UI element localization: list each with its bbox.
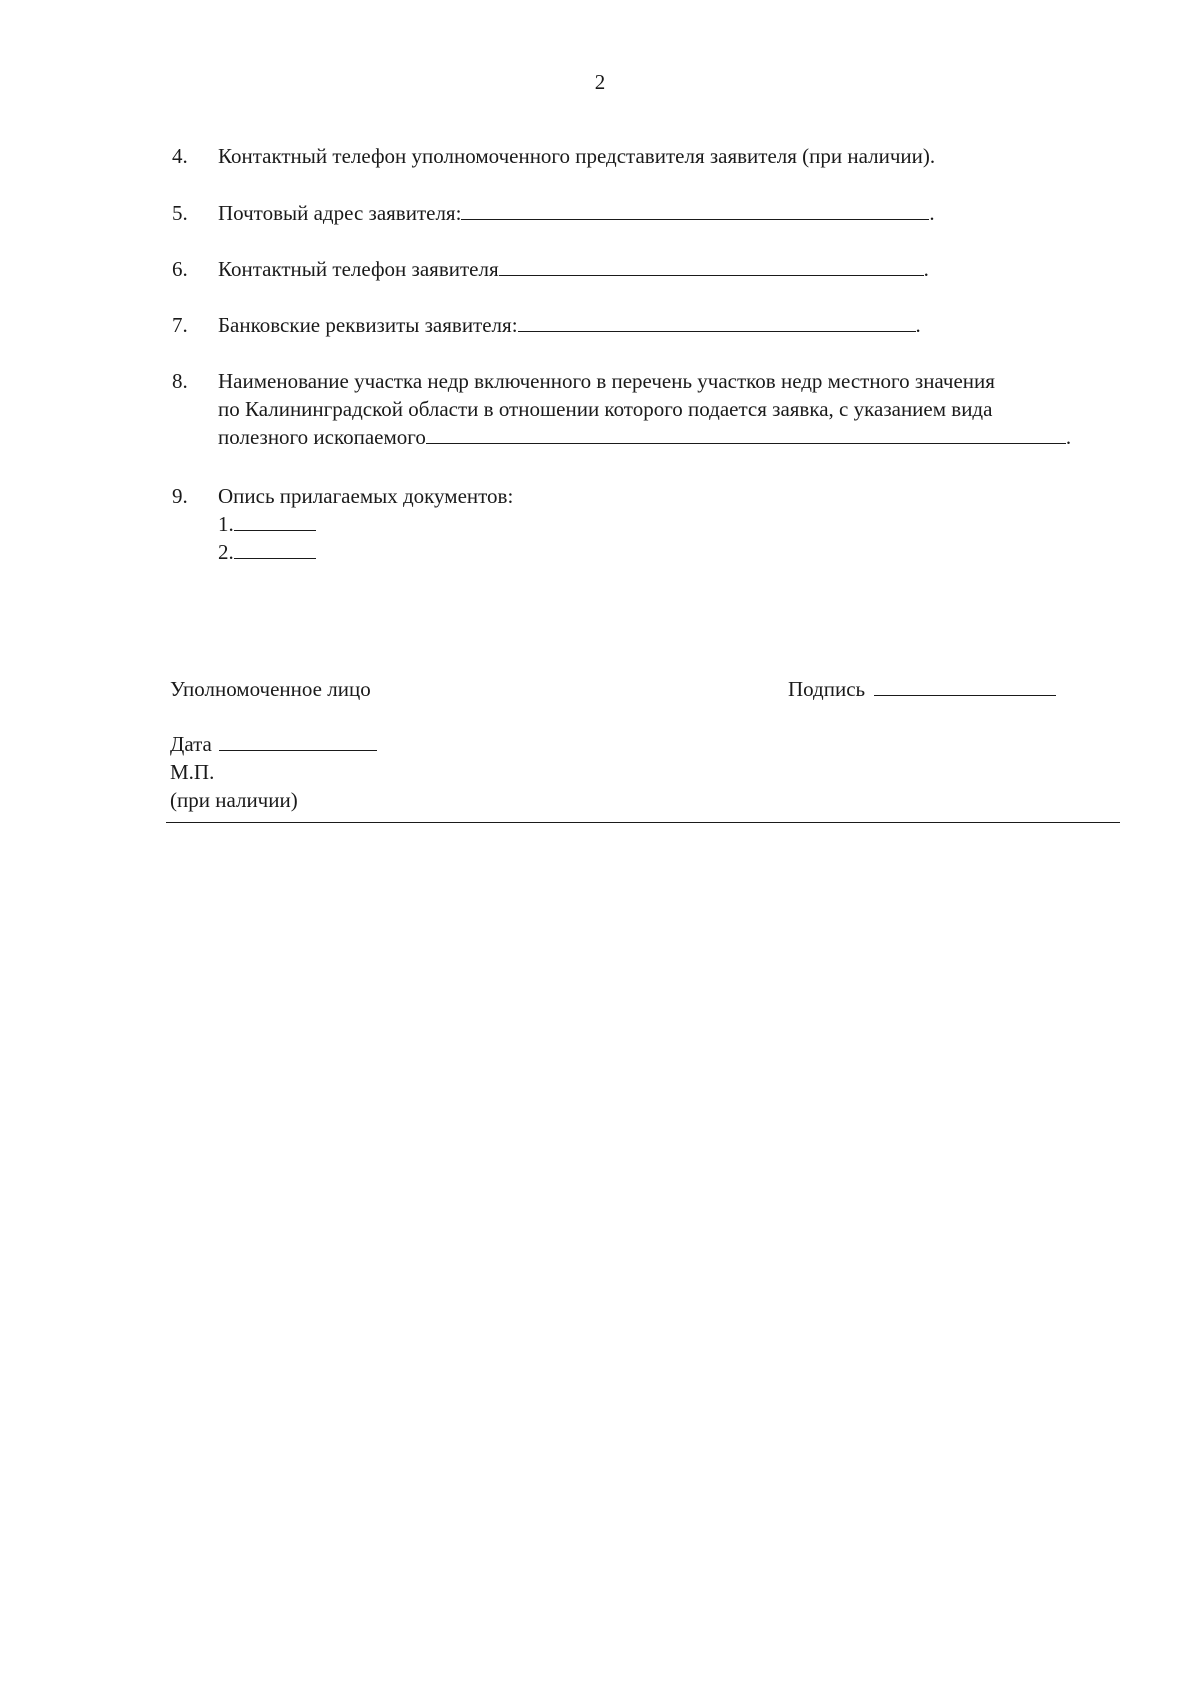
postal-address-blank[interactable] bbox=[461, 199, 929, 220]
item-number: 6. bbox=[172, 257, 188, 281]
list-item-9 bbox=[172, 482, 1132, 566]
documents-sublist bbox=[218, 510, 1132, 566]
contact-phone-label: Контактный телефон заявителя bbox=[218, 257, 499, 281]
subsoil-site-blank[interactable] bbox=[426, 423, 1066, 444]
date-label: Дата bbox=[170, 732, 212, 756]
list-item-5 bbox=[172, 199, 1132, 227]
postal-address-label: Почтовый адрес заявителя: bbox=[218, 201, 462, 225]
line-end: . bbox=[1065, 425, 1072, 449]
item-number: 7. bbox=[172, 313, 188, 337]
list-item-6 bbox=[172, 255, 1132, 283]
date-stamp-block bbox=[170, 730, 377, 814]
bank-details-blank[interactable] bbox=[518, 311, 916, 332]
subsoil-site-text-line-2: по Калининградской области в отношении которого подается заявка, с указанием вида bbox=[218, 397, 993, 421]
contact-phone-blank[interactable] bbox=[499, 255, 924, 276]
document-entry-2: 2. bbox=[218, 538, 1132, 566]
line-end: . bbox=[923, 257, 929, 281]
stamp-label: М.П. bbox=[170, 760, 215, 784]
subsoil-site-text-line-3: полезного ископаемого bbox=[218, 425, 426, 449]
authorized-person-label: Уполномоченное лицо bbox=[170, 677, 371, 701]
line-end: . bbox=[915, 313, 921, 337]
document-entry-2-blank[interactable] bbox=[234, 538, 316, 559]
line-end: . bbox=[929, 201, 935, 225]
stamp-note: (при наличии) bbox=[170, 788, 298, 812]
item-text: Контактный телефон уполномоченного представителя заявителя (при наличии). bbox=[218, 144, 936, 168]
documents-list-label: Опись прилагаемых документов: bbox=[218, 484, 514, 508]
signature-field bbox=[788, 675, 1056, 703]
item-number: 8. bbox=[172, 369, 188, 393]
list-item-4 bbox=[172, 142, 1132, 170]
document-entry-1-blank[interactable] bbox=[234, 510, 316, 531]
page-number: 2 bbox=[594, 70, 606, 94]
document-entry-1: 1. bbox=[218, 510, 1132, 538]
item-number: 9. bbox=[172, 484, 188, 508]
bank-details-label: Банковские реквизиты заявителя: bbox=[218, 313, 518, 337]
subsoil-site-text-line-1: Наименование участка недр включенного в перечень участков недр местного значения bbox=[218, 369, 995, 393]
bottom-divider bbox=[166, 822, 1120, 823]
signature-label: Подпись bbox=[788, 677, 866, 701]
list-item-8 bbox=[172, 367, 1132, 451]
date-blank[interactable] bbox=[219, 730, 377, 751]
item-number: 4. bbox=[172, 144, 188, 168]
list-item-7 bbox=[172, 311, 1132, 339]
item-number: 5. bbox=[172, 201, 188, 225]
signature-blank[interactable] bbox=[874, 675, 1056, 696]
